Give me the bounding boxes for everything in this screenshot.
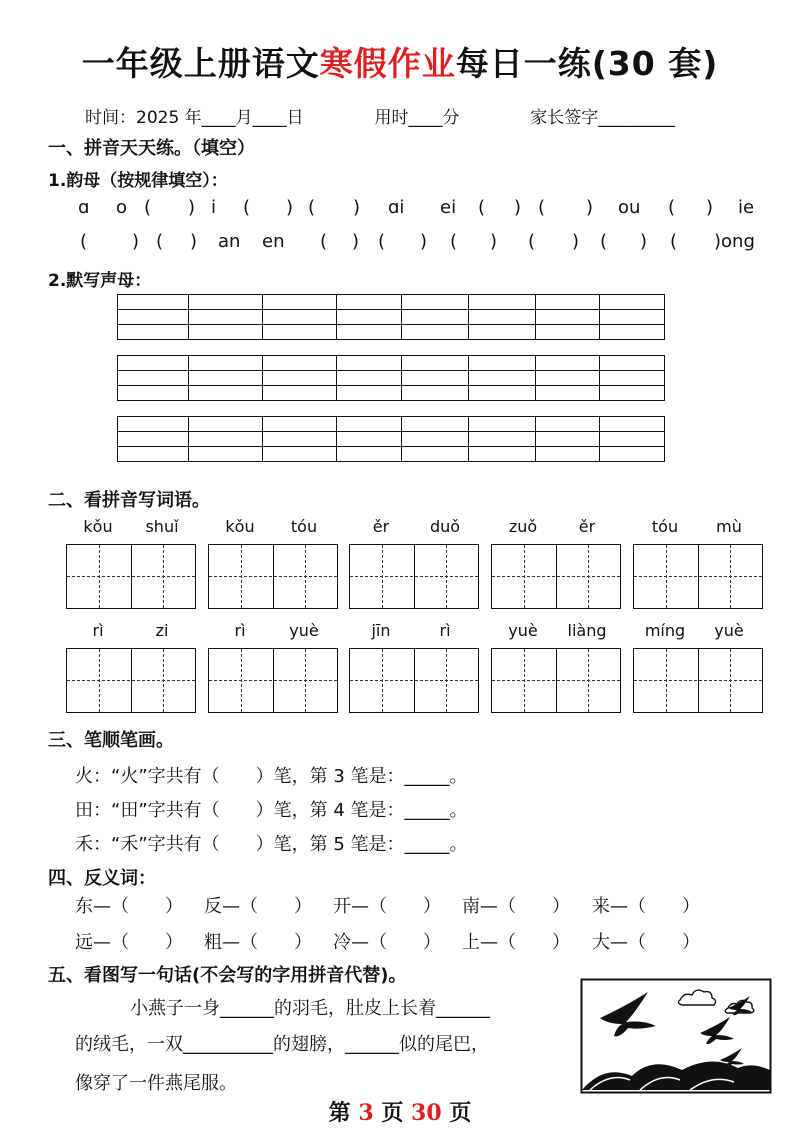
final-token: an	[218, 231, 241, 252]
pinyin-label: ěr	[372, 517, 390, 536]
time-field[interactable]: 时间：2025 年____月____日	[85, 108, 304, 128]
final-token[interactable]: )	[353, 197, 361, 218]
antonym-item[interactable]: 来—（ ）	[592, 896, 700, 917]
section-2-heading: 二、看拼音写词语。	[48, 490, 210, 511]
section-1-heading: 一、拼音天天练。（填空）	[48, 138, 255, 159]
pinyin-label: duǒ	[429, 517, 461, 536]
final-token[interactable]: )	[286, 197, 294, 218]
final-token[interactable]: (	[538, 197, 546, 218]
antonym-item[interactable]: 远—（ ）	[75, 932, 183, 953]
final-token[interactable]: )ong	[714, 231, 755, 252]
swallows-picture	[580, 978, 772, 1094]
sentence-line-2[interactable]: 的绒毛，一双__________的翅膀，______似的尾巴，	[75, 1034, 489, 1055]
pinyin-label: yuè	[289, 621, 319, 640]
pinyin-label: kǒu	[225, 517, 255, 536]
final-token[interactable]: )	[640, 231, 648, 252]
question-2-label: 2.默写声母：	[48, 271, 152, 291]
pinyin-label: yuè	[508, 621, 538, 640]
final-token: ei	[440, 197, 457, 218]
final-token: ie	[738, 197, 755, 218]
antonym-item[interactable]: 冷—（ ）	[333, 932, 441, 953]
final-token: i	[211, 197, 217, 218]
parent-signature-field[interactable]: 家长签字_________	[530, 108, 675, 128]
pinyin-label: yuè	[714, 621, 744, 640]
initials-writing-grid-3[interactable]	[117, 416, 665, 462]
final-token[interactable]: (	[144, 197, 152, 218]
pinyin-label: zuǒ	[508, 517, 538, 536]
tianzige-box[interactable]	[66, 544, 196, 609]
final-token[interactable]: )	[706, 197, 714, 218]
tianzige-box[interactable]	[349, 544, 479, 609]
tianzige-box[interactable]	[208, 544, 338, 609]
pinyin-label: jīn	[371, 621, 391, 640]
section-5-heading: 五、看图写一句话(不会写的字用拼音代替)。	[48, 965, 407, 986]
pinyin-label: míng	[644, 621, 686, 640]
tianzige-box[interactable]	[66, 648, 196, 713]
antonym-item[interactable]: 上—（ ）	[462, 932, 570, 953]
final-token[interactable]: )	[352, 231, 360, 252]
pinyin-label: liàng	[567, 621, 607, 640]
pinyin-label: rì	[439, 621, 451, 640]
question-1-label: 1.韵母（按规律填空）：	[48, 171, 228, 191]
final-token: ou	[618, 197, 641, 218]
final-token[interactable]: )	[514, 197, 522, 218]
antonym-item[interactable]: 反—（ ）	[204, 896, 312, 917]
initials-writing-grid-2[interactable]	[117, 355, 665, 401]
final-token: en	[262, 231, 285, 252]
final-token[interactable]: )	[190, 231, 198, 252]
tianzige-box[interactable]	[633, 544, 763, 609]
antonym-item[interactable]: 南—（ ）	[462, 896, 570, 917]
stroke-question-1[interactable]: 火：“火”字共有（ ）笔，第 3 笔是：_____。	[75, 766, 468, 787]
tianzige-box[interactable]	[491, 544, 621, 609]
final-token: o	[116, 197, 128, 218]
final-token[interactable]: )	[572, 231, 580, 252]
pinyin-label: shuǐ	[145, 517, 179, 536]
section-4-heading: 四、反义词：	[48, 868, 156, 889]
sentence-line-3: 像穿了一件燕尾服。	[75, 1073, 237, 1094]
final-token[interactable]: (	[308, 197, 316, 218]
antonym-item[interactable]: 大—（ ）	[592, 932, 700, 953]
pinyin-label: zi	[155, 621, 169, 640]
section-3-heading: 三、笔顺笔画。	[48, 730, 174, 751]
page-footer: 第 3 页 30 页	[328, 1100, 472, 1126]
header-info	[85, 103, 675, 128]
initials-writing-grid-1[interactable]	[117, 294, 665, 340]
final-token[interactable]: )	[420, 231, 428, 252]
final-token[interactable]: (	[320, 231, 328, 252]
sentence-line-1[interactable]: 小燕子一身______的羽毛，肚皮上长着______	[130, 998, 490, 1019]
page-title: 一年级上册语文寒假作业每日一练(30 套)	[81, 44, 719, 83]
final-token: ɑi	[388, 197, 405, 218]
stroke-question-2[interactable]: 田：“田”字共有（ ）笔，第 4 笔是：_____。	[75, 800, 468, 821]
tianzige-box[interactable]	[633, 648, 763, 713]
stroke-question-3[interactable]: 禾：“禾”字共有（ ）笔，第 5 笔是：_____。	[75, 834, 468, 855]
final-token[interactable]: (	[450, 231, 458, 252]
pinyin-label: mù	[716, 517, 742, 536]
final-token[interactable]: (	[478, 197, 486, 218]
pinyin-label: tóu	[651, 517, 679, 536]
final-token[interactable]: (	[528, 231, 536, 252]
final-token[interactable]: )	[188, 197, 196, 218]
final-token[interactable]: )	[490, 231, 498, 252]
final-token: ɑ	[78, 197, 90, 218]
tianzige-box[interactable]	[208, 648, 338, 713]
pinyin-label: rì	[92, 621, 104, 640]
pinyin-label: rì	[234, 621, 246, 640]
final-token[interactable]: (	[668, 197, 676, 218]
final-token[interactable]: (	[378, 231, 386, 252]
final-token[interactable]: (	[243, 197, 251, 218]
tianzige-box[interactable]	[491, 648, 621, 713]
pinyin-label: tóu	[290, 517, 318, 536]
final-token[interactable]: (	[80, 231, 88, 252]
final-token[interactable]: (	[156, 231, 164, 252]
pinyin-label: kǒu	[83, 517, 113, 536]
tianzige-box[interactable]	[349, 648, 479, 713]
final-token[interactable]: )	[586, 197, 594, 218]
antonym-item[interactable]: 开—（ ）	[333, 896, 441, 917]
final-token[interactable]: (	[670, 231, 678, 252]
duration-field[interactable]: 用时____分	[374, 108, 460, 128]
antonym-item[interactable]: 东—（ ）	[75, 896, 183, 917]
pinyin-label: ěr	[578, 517, 596, 536]
antonym-item[interactable]: 粗—（ ）	[204, 932, 312, 953]
final-token[interactable]: )	[132, 231, 140, 252]
final-token[interactable]: (	[600, 231, 608, 252]
